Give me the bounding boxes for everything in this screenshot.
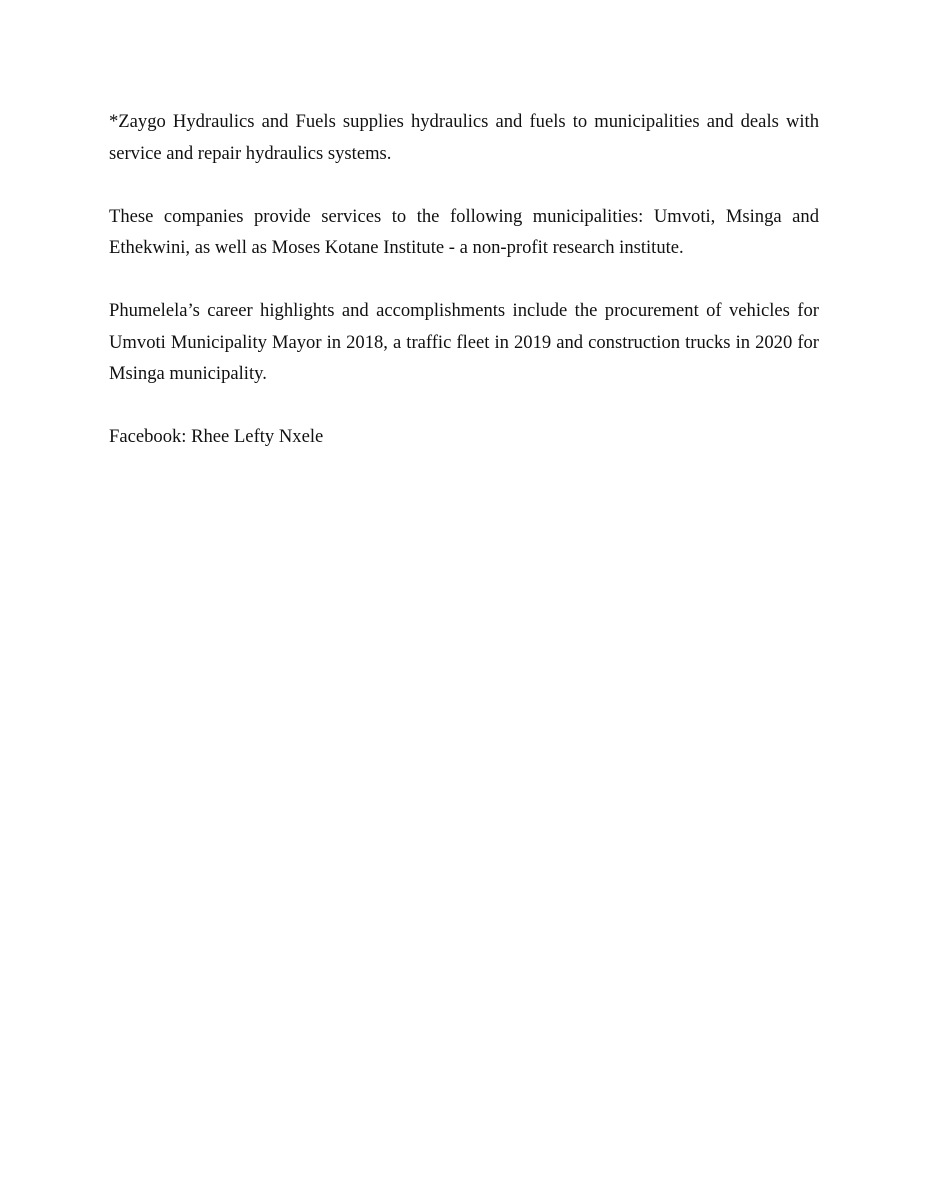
paragraph-company-description: *Zaygo Hydraulics and Fuels supplies hydraulics and fuels to municipalities and deals with service and repair hydraulics systems.: [109, 111, 819, 164]
paragraph-career-highlights: Phumelela’s career highlights and accomplishments include the procurement of vehicles for Umvoti Municipality Mayor in 2018, a traffic fleet in 2019 and construction trucks in 2020 for Msinga municipality.: [109, 300, 819, 384]
paragraph-municipalities: These companies provide services to the following municipalities: Umvoti, Msinga and Ethekwini, as well as Moses Kotane Institute - a non-profit research institute.: [109, 205, 819, 258]
facebook-line: Facebook: Rhee Lefty Nxele: [109, 426, 324, 447]
document-body: [109, 106, 819, 453]
